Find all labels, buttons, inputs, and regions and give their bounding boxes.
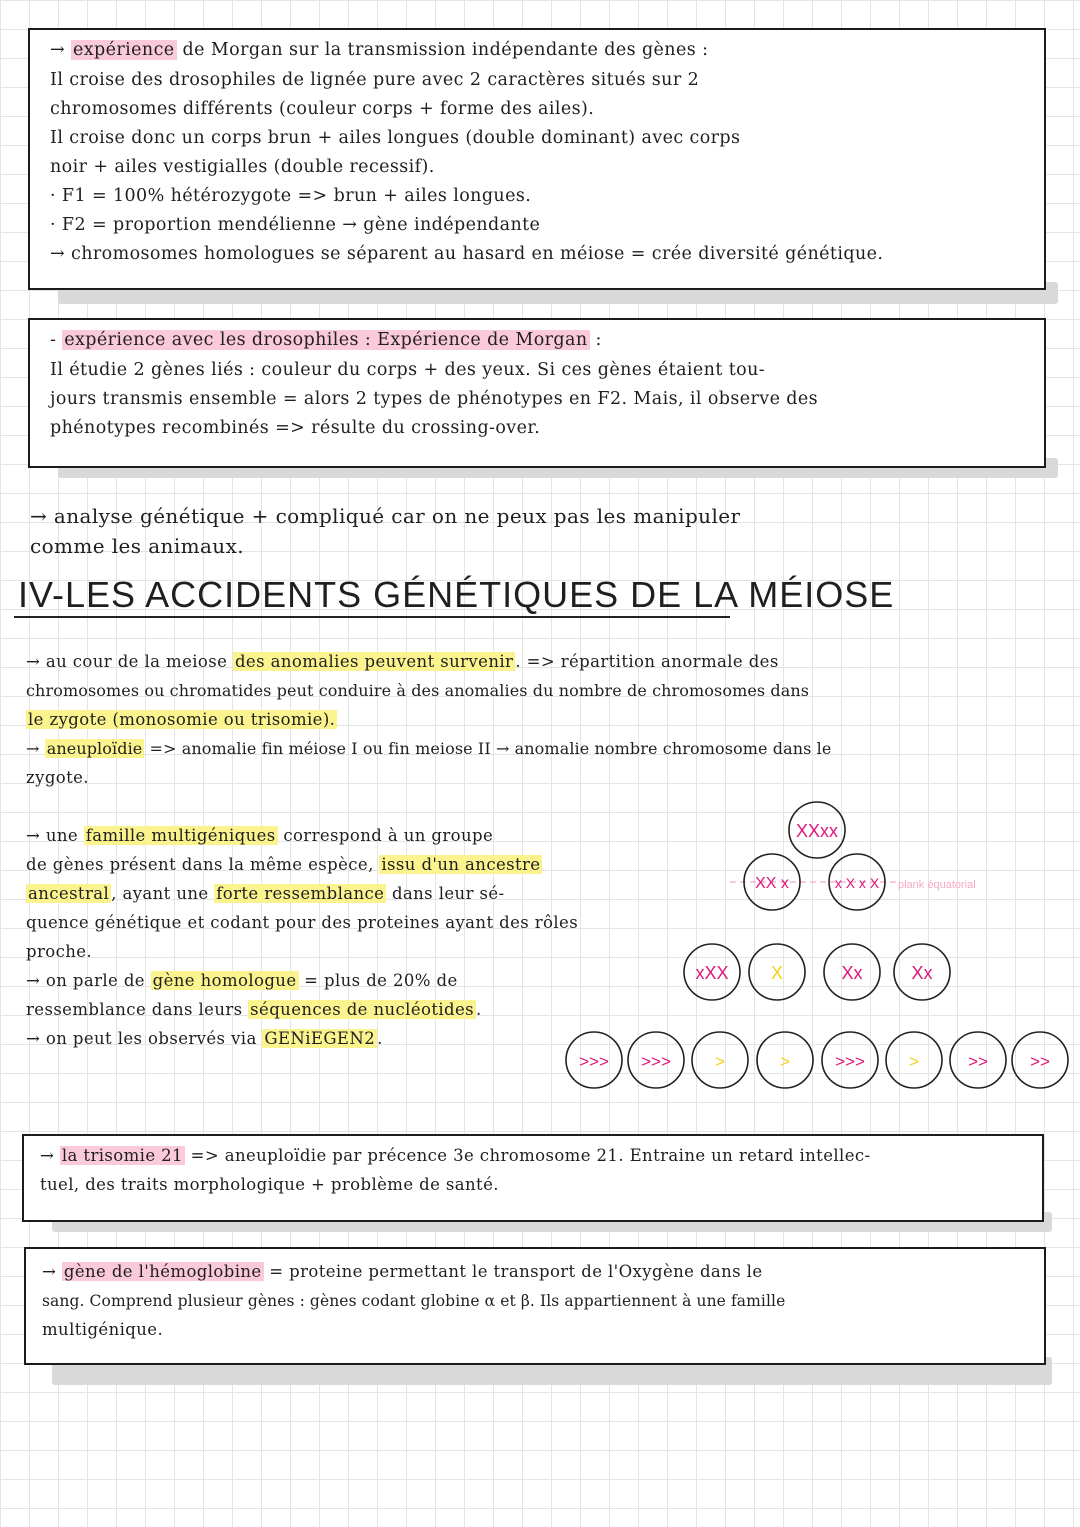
gamete-label: >>> (579, 1052, 609, 1071)
section-line: → on parle de gène homologue = plus de 20% de (26, 971, 458, 990)
box2-line: jours transmis ensemble = alors 2 types de phénotypes en F2. Mais, il observe des (50, 389, 819, 409)
gamete-label: >> (968, 1052, 988, 1071)
section-line: quence génétique et codant pour des proteines ayant des rôles (26, 913, 579, 932)
box4-line: multigénique. (42, 1320, 164, 1339)
section-line: de gènes présent dans la même espèce, issu d'un ancestre (26, 855, 541, 874)
box1-line: Il croise donc un corps brun + ailes longues (double dominant) avec corps (50, 128, 741, 148)
box1-line: · F2 = proportion mendélienne → gène indépendante (50, 215, 541, 235)
diagram-top-cell-label: XXxx (795, 821, 839, 841)
meiosis-diagram (560, 780, 1080, 1100)
section-line: → aneuploïdie => anomalie fin méiose I ou fin meiose II → anomalie nombre chromosome dans le (26, 739, 832, 758)
section-line: ancestral , ayant une forte ressemblance dans leur sé- (28, 884, 505, 903)
section-line: → au cour de la meiose des anomalies peuvent survenir . => répartition anormale des (26, 652, 779, 671)
section-title-underline (14, 616, 730, 618)
box1-line: chromosomes différents (couleur corps + forme des ailes). (50, 99, 595, 119)
gamete-label: >>> (835, 1052, 865, 1071)
section-line: ressemblance dans leurs séquences de nucléotides . (26, 1000, 482, 1019)
free-note-line: → analyse génétique + compliqué car on ne peux pas les manipuler (30, 504, 741, 528)
box1-line: Il croise des drosophiles de lignée pure avec 2 caractères situés sur 2 (50, 70, 700, 90)
box4-line: → gène de l'hémoglobine = proteine permettant le transport de l'Oxygène dans le (42, 1262, 763, 1281)
gamete-label: > (909, 1052, 919, 1071)
box1-line: → expérience de Morgan sur la transmission indépendante des gènes : (50, 40, 709, 60)
section-line: zygote. (26, 768, 89, 787)
section-line: proche. (26, 942, 93, 961)
diagram-cell-meiosis2-label: Xx (841, 963, 863, 983)
diagram-cell-meiosis2-label: Xx (911, 963, 933, 983)
section-line: → une famille multigéniques correspond à un groupe (26, 826, 494, 845)
section-line: le zygote (monosomie ou trisomie). (28, 710, 336, 729)
box3-line: → la trisomie 21 => aneuploïdie par précence 3e chromosome 21. Entraine un retard intellec- (40, 1146, 871, 1165)
box2-line: - expérience avec les drosophiles : Expérience de Morgan : (50, 330, 602, 350)
diagram-cell-meiosis2-label: X (770, 963, 784, 983)
box1-line: → chromosomes homologues se séparent au hasard en méiose = crée diversité génétique. (50, 244, 884, 264)
box4-line: sang. Comprend plusieur gènes : gènes codant globine α et β. Ils appartiennent à une famille (42, 1292, 786, 1310)
gamete-label: > (715, 1052, 725, 1071)
section-title: IV-LES ACCIDENTS GÉNÉTIQUES DE LA MÉIOSE (18, 574, 895, 615)
box3-line: tuel, des traits morphologique + problème de santé. (40, 1175, 499, 1194)
box1-line: · F1 = 100% hétérozygote => brun + ailes longues. (50, 186, 532, 206)
section-line: chromosomes ou chromatides peut conduire à des anomalies du nombre de chromosomes dans (26, 681, 810, 700)
gamete-label: >>> (641, 1052, 671, 1071)
equatorial-plate-label: plank équatorial (898, 879, 976, 891)
diagram-cell-meiosis2-label: xXX (695, 963, 729, 983)
diagram-cell-meiosis1-label: x X x X (834, 875, 880, 891)
gamete-label: > (780, 1052, 790, 1071)
box2-line: phénotypes recombinés => résulte du crossing-over. (50, 418, 541, 438)
diagram-cell-meiosis1-label: XX x (755, 875, 789, 892)
gamete-row (566, 1032, 1068, 1088)
gamete-label: >> (1030, 1052, 1050, 1071)
box2-line: Il étudie 2 gènes liés : couleur du corps + des yeux. Si ces gènes étaient tou- (50, 360, 766, 380)
box1-line: noir + ailes vestigialles (double recessif). (50, 157, 435, 177)
free-note-line: comme les animaux. (30, 534, 245, 558)
section-line: → on peut les observés via GENiEGEN2 . (26, 1029, 383, 1048)
